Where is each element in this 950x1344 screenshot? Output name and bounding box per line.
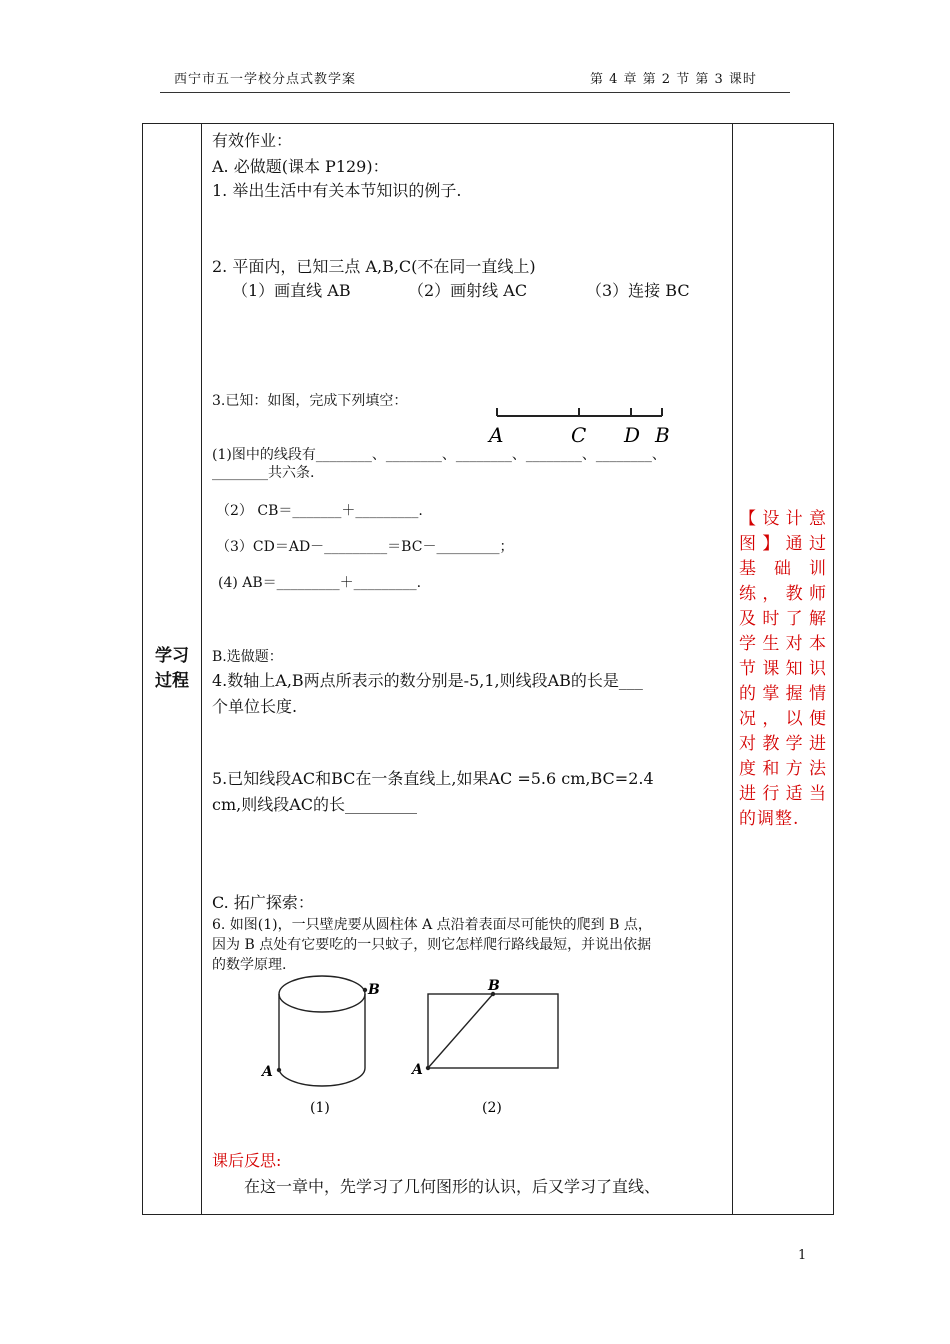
- part-c-heading: C. 拓广探索：: [212, 893, 314, 912]
- question-5b: cm,则线段AC的长_________: [212, 795, 418, 814]
- fig1-caption: (1): [310, 1100, 330, 1116]
- label-c: C: [571, 423, 587, 447]
- cylinder-figures: [252, 966, 572, 1121]
- question-2: 2. 平面内，已知三点 A,B,C(不在同一直线上): [212, 257, 536, 276]
- lesson-table: [142, 123, 834, 1215]
- label-d: D: [624, 423, 641, 447]
- design-note-cell: [733, 124, 834, 1215]
- section-label-2: 过程: [155, 671, 189, 691]
- unrolled-rectangle-figure: [410, 978, 558, 1116]
- question-3: 3.已知：如图，完成下列填空：: [212, 393, 408, 409]
- question-6b: 因为 B 点处有它要吃的一只蚊子，则它怎样爬行路线最短，并说出依据: [212, 937, 652, 953]
- question-2-sub-2: （2）画射线 AC: [408, 281, 528, 300]
- fig1-point-b: B: [368, 982, 380, 998]
- section-label-1: 学习: [155, 646, 189, 666]
- question-4b: 个单位长度.: [212, 697, 298, 716]
- question-6c: 的数学原理.: [212, 957, 287, 973]
- reflection-title: 课后反思:: [212, 1151, 282, 1170]
- question-2-sub-1: （1）画直线 AB: [232, 281, 351, 300]
- label-b: B: [655, 423, 670, 447]
- section-label-cell: [143, 124, 202, 1215]
- label-a: A: [489, 423, 504, 447]
- fig1-point-a: A: [262, 1064, 273, 1080]
- header-rule: [160, 92, 790, 93]
- part-b-heading: B.选做题：: [212, 649, 283, 665]
- question-6a: 6. 如图(1)，一只壁虎要从圆柱体 A 点沿着表面尽可能快的爬到 B 点，: [212, 917, 652, 933]
- cylinder-figure: [260, 976, 380, 1116]
- question-2-sub-3: （3）连接 BC: [586, 281, 690, 300]
- question-3-2: （2） CB＝_______＋_________.: [216, 503, 423, 519]
- fig2-point-b: B: [488, 978, 500, 994]
- question-3-3: （3）CD＝AD－_________＝BC－_________；: [216, 539, 514, 555]
- part-a-heading: A. 必做题(课本 P129)：: [212, 157, 389, 176]
- content-cell: [202, 124, 733, 1215]
- question-4a: 4.数轴上A,B两点所表示的数分别是-5,1,则线段AB的长是___: [212, 671, 643, 690]
- segment-figure: [487, 402, 677, 450]
- question-3-1a: (1)图中的线段有________、________、________、________、________、: [212, 447, 666, 463]
- page-number: 1: [798, 1248, 807, 1263]
- question-3-4: (4) AB＝_________＋_________.: [218, 575, 422, 591]
- reflection-text: 在这一章中，先学习了几何图形的认识，后又学习了直线、: [244, 1177, 661, 1196]
- question-3-1b: ________共六条.: [212, 465, 315, 481]
- design-note: 【设计意图】通过基础训练，教师及时了解学生对本节课知识的掌握情况，以便对教学进度和方法进行适当的调整.: [739, 508, 827, 829]
- homework-title: 有效作业：: [212, 131, 293, 150]
- header-school: 西宁市五一学校分点式教学案: [174, 72, 357, 87]
- fig2-point-a: A: [412, 1062, 423, 1078]
- question-1: 1. 举出生活中有关本节知识的例子.: [212, 181, 462, 200]
- header-chapter: 第 4 章 第 2 节 第 3 课时: [590, 72, 757, 87]
- fig2-caption: (2): [482, 1100, 502, 1116]
- question-5a: 5.已知线段AC和BC在一条直线上,如果AC =5.6 cm,BC=2.4: [212, 769, 654, 788]
